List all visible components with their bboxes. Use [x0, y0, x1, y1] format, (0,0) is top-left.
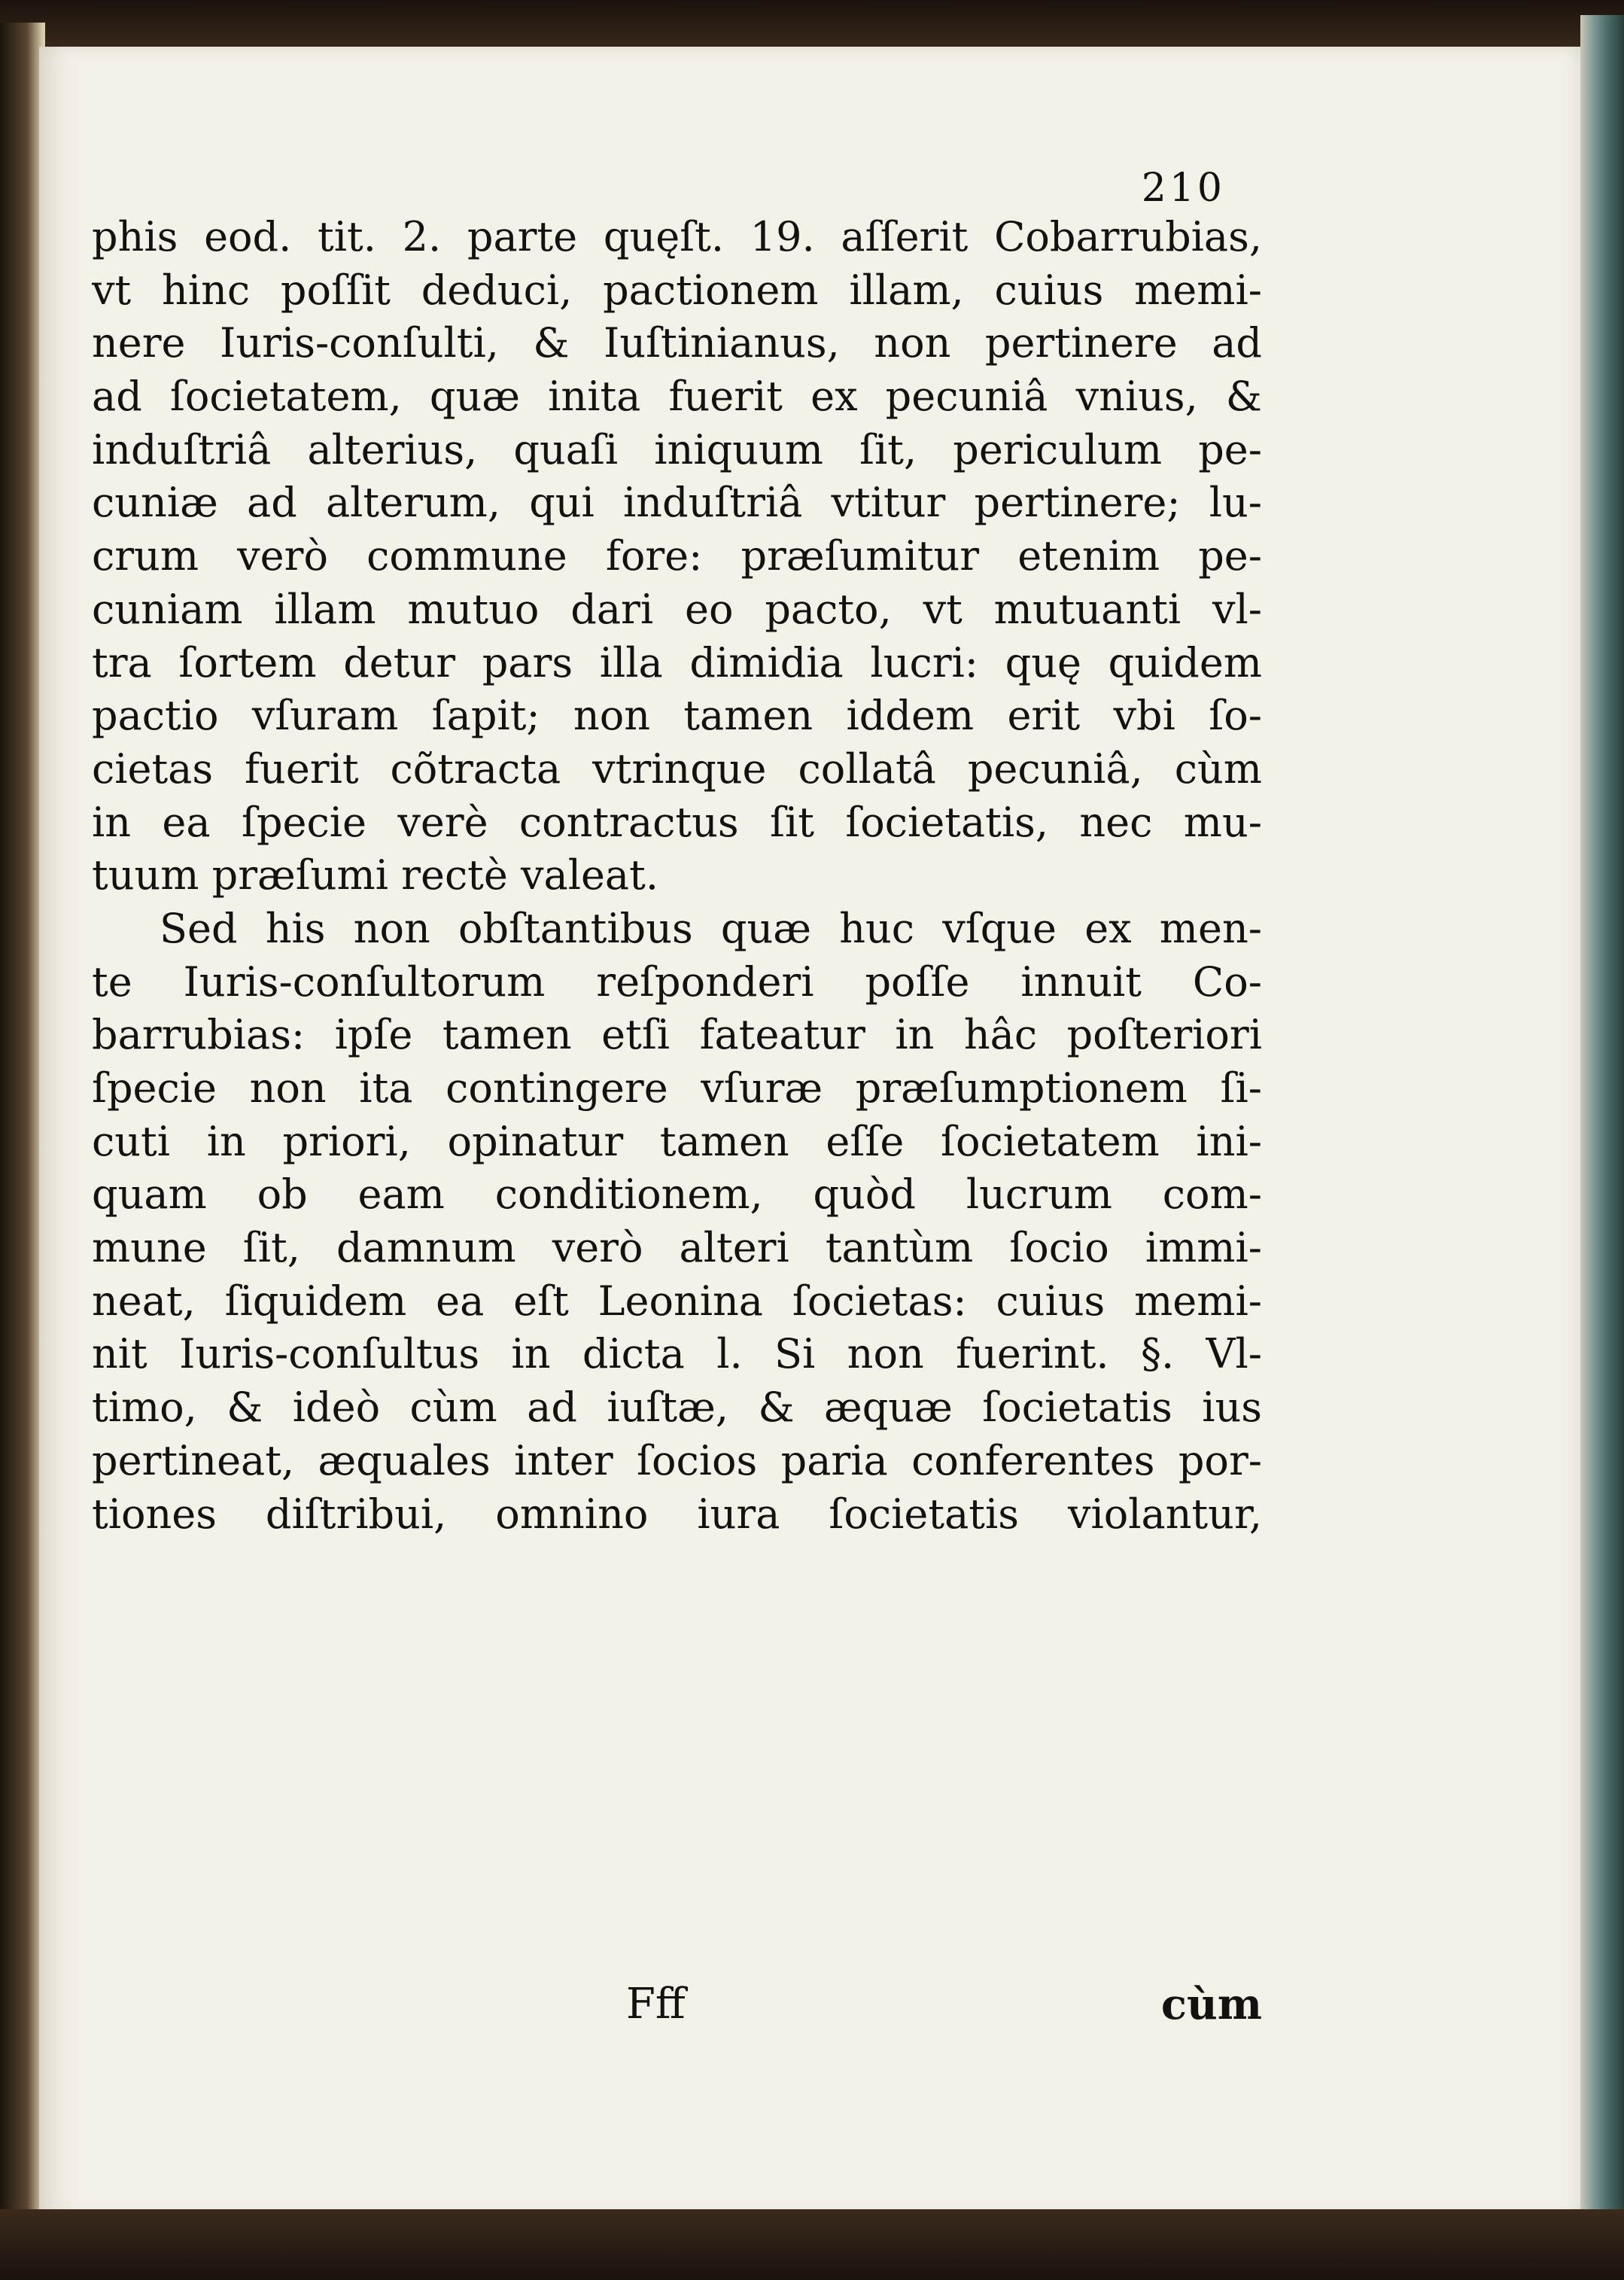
text-line: te Iuris-conſultorum reſponderi poſſe innuit Co- — [92, 957, 1262, 1006]
page-number: 210 — [1141, 166, 1225, 211]
text-line: tiones diſtribui, omnino iura ſocietatis violantur, — [92, 1490, 1262, 1538]
text-line: ſpecie non ita contingere vſuræ præſumptionem ſi- — [92, 1064, 1262, 1112]
text-line: vt hinc poſſit deduci, pactionem illam, cuius memi- — [92, 266, 1262, 314]
page-footer — [92, 1980, 1262, 2040]
text-line: nit Iuris-conſultus in dicta l. Si non fuerint. §. Vl- — [92, 1330, 1262, 1378]
text-line: tra ſortem detur pars illa dimidia lucri: quę quidem — [92, 638, 1262, 686]
text-line: nere Iuris-conſulti, & Iuſtinianus, non pertinere ad — [92, 319, 1262, 367]
text-line: crum verò commune fore: præſumitur etenim pe- — [92, 532, 1262, 580]
text-line: cuti in priori, opinatur tamen eſſe ſocietatem ini- — [92, 1117, 1262, 1165]
page-text — [92, 211, 1262, 1541]
text-line: cuniam illam mutuo dari eo pacto, vt mutuanti vl- — [92, 585, 1262, 633]
text-line: quam ob eam conditionem, quòd lucrum com- — [92, 1170, 1262, 1219]
text-line: cietas fuerit cõtracta vtrinque collatâ pecuniâ, cùm — [92, 744, 1262, 793]
book-page — [39, 47, 1588, 2215]
binding-left-edge — [0, 23, 45, 2221]
scan-background-bottom — [0, 2209, 1624, 2280]
page-edge-stack — [1580, 15, 1624, 2221]
text-line: pactio vſuram ſapit; non tamen iddem erit vbi ſo- — [92, 692, 1262, 740]
text-line: tuum præſumi rectè valeat. — [92, 851, 658, 900]
text-line: ad ſocietatem, quæ inita fuerit ex pecuniâ vnius, & — [92, 373, 1262, 421]
text-line: neat, ſiquidem ea eſt Leonina ſocietas: cuius memi- — [92, 1277, 1262, 1325]
text-line: cuniæ ad alterum, qui induſtriâ vtitur pertinere; lu- — [92, 479, 1262, 527]
signature-mark: Fff — [626, 1980, 686, 2029]
catchword: cùm — [1160, 1980, 1262, 2029]
text-line: mune ſit, damnum verò alteri tantùm ſocio immi- — [92, 1224, 1262, 1272]
text-line: phis eod. tit. 2. parte quęſt. 19. aſſerit Cobarrubias, — [92, 213, 1262, 260]
text-line: barrubias: ipſe tamen etſi fateatur in hâc poſteriori — [92, 1011, 1262, 1059]
text-line: in ea ſpecie verè contractus ſit ſocietatis, nec mu- — [92, 798, 1262, 846]
text-line: pertineat, æquales inter ſocios paria conferentes por- — [92, 1436, 1262, 1484]
text-line: induſtriâ alterius, quaſi iniquum ſit, periculum pe- — [92, 425, 1262, 473]
paragraph-start-line: Sed his non obſtantibus quæ huc vſque ex men- — [160, 904, 1262, 952]
scan-background-top — [0, 0, 1624, 53]
text-line: timo, & ideò cùm ad iuſtæ, & æquæ ſocietatis ius — [92, 1384, 1262, 1432]
